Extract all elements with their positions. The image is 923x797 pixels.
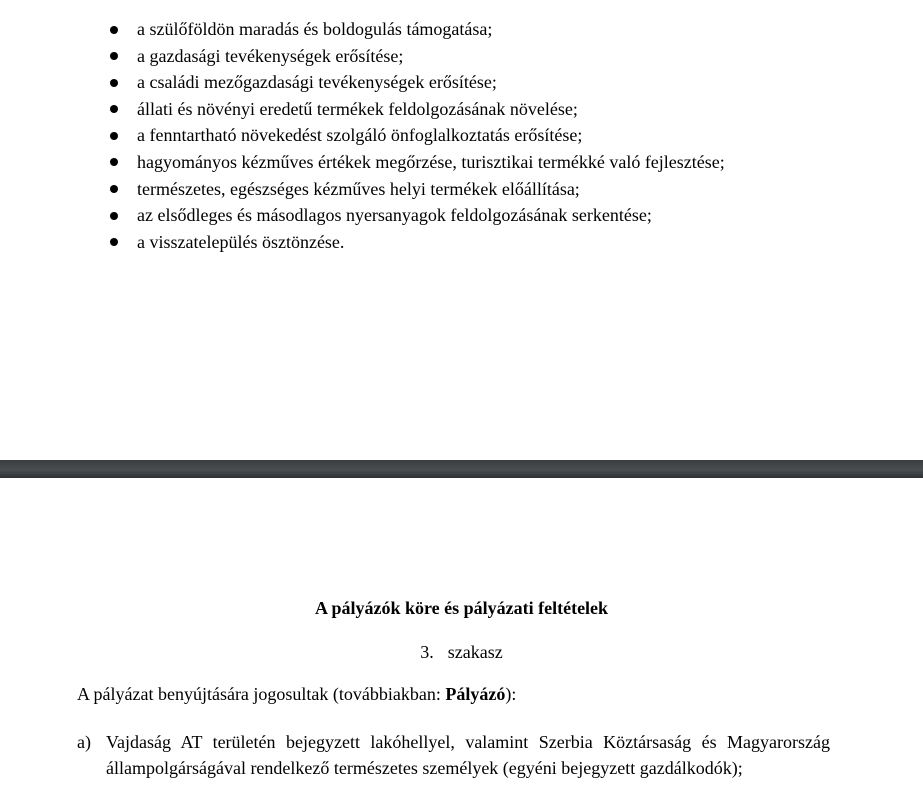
page-separator <box>0 460 923 478</box>
section-heading: A pályázók köre és pályázati feltételek <box>314 598 609 618</box>
list-item-text: a gazdasági tevékenységek erősítése; <box>137 45 404 66</box>
bullet-icon <box>110 158 118 166</box>
intro-suffix: ): <box>505 684 517 704</box>
list-item-text: a családi mezőgazdasági tevékenységek erősítése; <box>137 72 497 93</box>
list-item-text: állati és növényi eredetű termékek feldolgozásának növelése; <box>137 98 578 119</box>
objectives-bullet-list <box>110 16 725 255</box>
section-number-word: szakasz <box>447 642 503 662</box>
list-item-text: hagyományos kézműves értékek megőrzése, turisztikai termékké való fejlesztése; <box>137 151 725 172</box>
list-item-text: a szülőföldön maradás és boldogulás támogatása; <box>137 19 493 39</box>
intro-bold-term: Pályázó <box>445 684 506 704</box>
section-number-value: 3. <box>420 642 434 662</box>
bullet-icon <box>110 79 118 87</box>
bullet-icon <box>110 238 118 246</box>
list-item <box>110 176 725 203</box>
section-number <box>0 640 923 664</box>
list-item <box>110 229 725 256</box>
list-item <box>110 16 725 43</box>
list-item <box>110 43 725 70</box>
list-item-text: az elsődleges és másodlagos nyersanyagok feldolgozásának serkentése; <box>137 205 652 226</box>
list-item <box>110 202 725 229</box>
bullet-icon <box>110 52 118 60</box>
bullet-icon <box>110 212 118 220</box>
bullet-icon <box>110 105 118 113</box>
list-item-text: a visszatelepülés ösztönzése. <box>137 231 345 252</box>
list-item-text: a fenntartható növekedést szolgáló önfoglalkoztatás erősítése; <box>137 125 583 146</box>
list-item <box>110 96 725 123</box>
eligibility-item-a <box>77 729 830 781</box>
eligibility-intro <box>77 682 516 706</box>
item-marker: a) <box>77 732 91 752</box>
list-item <box>110 122 725 149</box>
item-text: Vajdaság AT területén bejegyzett lakóhellyel, valamint Szerbia Köztársaság és Magyarország állampolgárságával rendelkező természetes személyek (egyéni bejegyzett gazdálkodók); <box>106 732 830 778</box>
intro-text: A pályázat benyújtására jogosultak (továbbiakban: <box>77 684 446 704</box>
bullet-icon <box>110 185 118 193</box>
bullet-icon <box>110 132 118 140</box>
list-item-text: természetes, egészséges kézműves helyi termékek előállítása; <box>137 178 580 199</box>
list-item <box>110 149 725 176</box>
bullet-icon <box>110 26 118 34</box>
list-item <box>110 69 725 96</box>
